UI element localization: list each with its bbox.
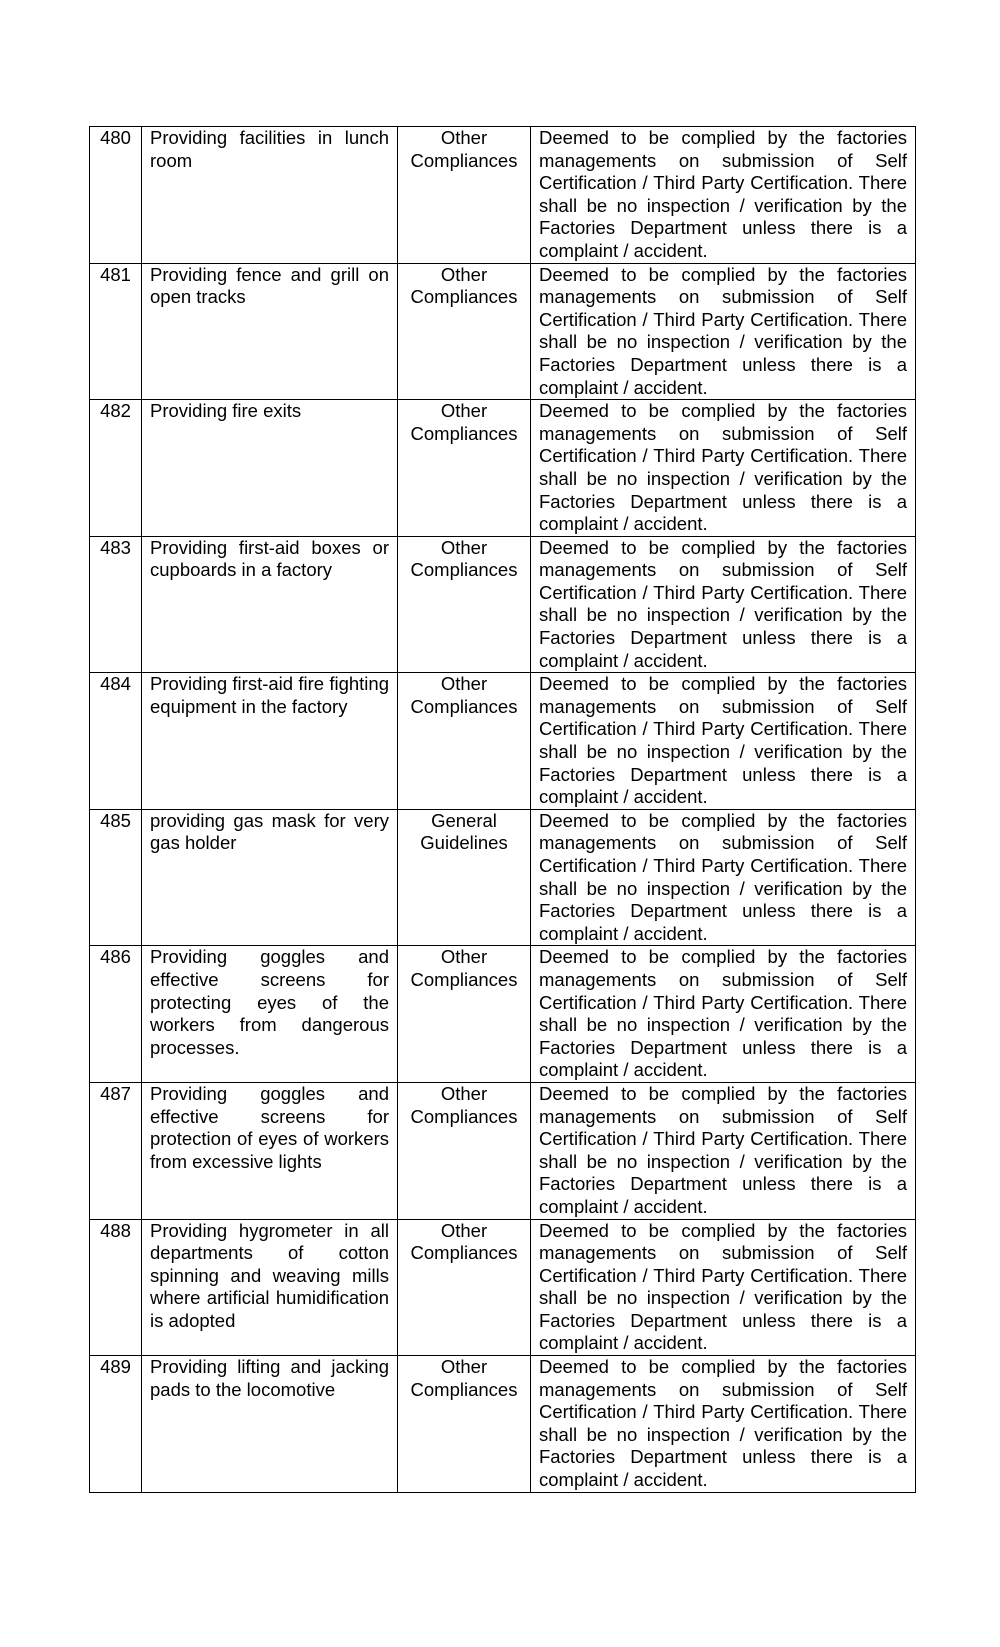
table-row [90, 400, 916, 537]
compliance-item-cell: Providing fire exits [142, 400, 398, 537]
compliance-item-cell: Providing lifting and jacking pads to the locomotive [142, 1356, 398, 1493]
serial-number-cell: 488 [90, 1219, 142, 1356]
compliance-item-cell: Providing fence and grill on open tracks [142, 263, 398, 400]
table-row [90, 1356, 916, 1493]
compliance-item-cell: Providing first-aid fire fighting equipment in the factory [142, 673, 398, 810]
serial-number-cell: 482 [90, 400, 142, 537]
table-row [90, 1219, 916, 1356]
category-cell: Other Compliances [398, 673, 531, 810]
compliance-item-cell: Providing first-aid boxes or cupboards in a factory [142, 536, 398, 673]
serial-number-cell: 480 [90, 127, 142, 264]
remark-cell: Deemed to be complied by the factories managements on submission of Self Certification / Third Party Certification. There shall be no inspection / verification by the Factories Department unless there is a complaint / accident. [531, 536, 916, 673]
remark-cell: Deemed to be complied by the factories managements on submission of Self Certification / Third Party Certification. There shall be no inspection / verification by the Factories Department unless there is a complaint / accident. [531, 1082, 916, 1219]
table-row [90, 1082, 916, 1219]
serial-number-cell: 481 [90, 263, 142, 400]
category-cell: Other Compliances [398, 946, 531, 1083]
serial-number-cell: 486 [90, 946, 142, 1083]
serial-number-cell: 487 [90, 1082, 142, 1219]
serial-number-cell: 489 [90, 1356, 142, 1493]
serial-number-cell: 483 [90, 536, 142, 673]
table-row [90, 536, 916, 673]
remark-cell: Deemed to be complied by the factories managements on submission of Self Certification / Third Party Certification. There shall be no inspection / verification by the Factories Department unless there is a complaint / accident. [531, 1219, 916, 1356]
remark-cell: Deemed to be complied by the factories managements on submission of Self Certification / Third Party Certification. There shall be no inspection / verification by the Factories Department unless there is a complaint / accident. [531, 127, 916, 264]
table-row [90, 673, 916, 810]
category-cell: Other Compliances [398, 1356, 531, 1493]
compliance-item-cell: providing gas mask for very gas holder [142, 809, 398, 946]
category-cell: Other Compliances [398, 127, 531, 264]
category-cell: Other Compliances [398, 400, 531, 537]
remark-cell: Deemed to be complied by the factories managements on submission of Self Certification / Third Party Certification. There shall be no inspection / verification by the Factories Department unless there is a complaint / accident. [531, 809, 916, 946]
category-cell: Other Compliances [398, 536, 531, 673]
remark-cell: Deemed to be complied by the factories managements on submission of Self Certification / Third Party Certification. There shall be no inspection / verification by the Factories Department unless there is a complaint / accident. [531, 263, 916, 400]
compliance-item-cell: Providing goggles and effective screens for protection of eyes of workers from excessive lights [142, 1082, 398, 1219]
category-cell: Other Compliances [398, 263, 531, 400]
remark-cell: Deemed to be complied by the factories managements on submission of Self Certification / Third Party Certification. There shall be no inspection / verification by the Factories Department unless there is a complaint / accident. [531, 400, 916, 537]
serial-number-cell: 484 [90, 673, 142, 810]
category-cell: General Guidelines [398, 809, 531, 946]
table-row [90, 809, 916, 946]
compliance-item-cell: Providing goggles and effective screens for protecting eyes of the workers from dangerous processes. [142, 946, 398, 1083]
serial-number-cell: 485 [90, 809, 142, 946]
compliance-item-cell: Providing hygrometer in all departments of cotton spinning and weaving mills where artificial humidification is adopted [142, 1219, 398, 1356]
remark-cell: Deemed to be complied by the factories managements on submission of Self Certification / Third Party Certification. There shall be no inspection / verification by the Factories Department unless there is a complaint / accident. [531, 1356, 916, 1493]
category-cell: Other Compliances [398, 1082, 531, 1219]
remark-cell: Deemed to be complied by the factories managements on submission of Self Certification / Third Party Certification. There shall be no inspection / verification by the Factories Department unless there is a complaint / accident. [531, 673, 916, 810]
compliance-item-cell: Providing facilities in lunch room [142, 127, 398, 264]
compliance-table [89, 126, 916, 1493]
table-row [90, 263, 916, 400]
category-cell: Other Compliances [398, 1219, 531, 1356]
table-row [90, 946, 916, 1083]
remark-cell: Deemed to be complied by the factories managements on submission of Self Certification / Third Party Certification. There shall be no inspection / verification by the Factories Department unless there is a complaint / accident. [531, 946, 916, 1083]
table-row [90, 127, 916, 264]
